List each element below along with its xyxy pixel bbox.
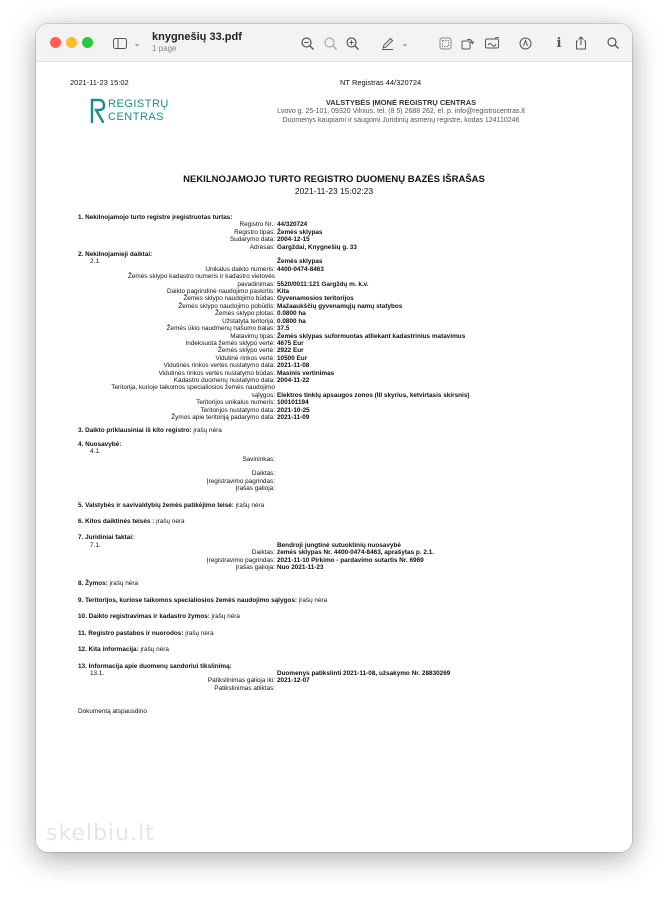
field-row (78, 384, 598, 391)
field-label: Užstatyta teritorija: (222, 317, 275, 325)
section-8-value: įrašų nėra (107, 580, 139, 588)
field-label: Žemės sklypo vertė: (217, 347, 275, 355)
field-value: Žemės sklypas suformuotas atliekant kadastrinius matavimus (277, 332, 466, 340)
document-timestamp: 2021-11-23 15:02:23 (294, 186, 374, 196)
document-title (152, 31, 242, 53)
field-label: Teritorija, kurioje taikomos specialiosios žemės naudojimo (111, 384, 275, 392)
section-6-value: įrašų nėra (154, 518, 185, 526)
section-10-heading: 10. Daikto registravimas ir kadastro žymos: (78, 613, 210, 621)
section-7-item-number: 7.1. (90, 541, 101, 549)
section-3-heading: 3. Daikto priklausiniai iš kito registro: (78, 427, 192, 435)
document-page-count: 1 page (152, 44, 177, 53)
field-row (78, 333, 598, 340)
field-value: Duomenys patikslinti 2021-11-08, užsakymo Nr. 28830269 (277, 669, 451, 677)
pdf-viewer-window (36, 24, 632, 852)
field-row (78, 377, 598, 384)
section-6 (78, 518, 598, 525)
field-label: Registro tipas: (234, 228, 275, 236)
section-12-heading: 12. Kita informacija: (78, 646, 139, 654)
field-label: Žemės sklypo plotas: (214, 310, 275, 318)
field-label: Įregistravimo pagrindas: (206, 477, 275, 485)
field-label: Patikslinimas galioja iki: (207, 677, 275, 685)
field-label (78, 463, 277, 470)
field-row (78, 347, 598, 354)
field-label: Teritorijos nustatymo data: (200, 406, 275, 414)
section-8 (78, 580, 598, 587)
field-row (78, 236, 598, 243)
section-11 (78, 630, 598, 637)
field-row (78, 273, 598, 280)
field-label (78, 258, 277, 265)
section-9 (78, 597, 598, 604)
logo-text-line1: REGISTRŲ (108, 98, 169, 110)
section-5-heading: 5. Valstybės ir savivaldybių žemės patikėjimo teisė: (78, 501, 234, 509)
field-row (78, 485, 598, 492)
field-row (78, 229, 598, 236)
field-value: Nuo 2021-11-23 (277, 564, 324, 572)
pdf-page (36, 62, 632, 852)
field-value: 10500 Eur (277, 354, 308, 362)
section-2-heading: 2. Nekilnojamieji daiktai: (78, 251, 153, 259)
field-value: 0.0800 ha (277, 310, 306, 318)
registru-centras-logo (90, 98, 190, 128)
search-icon[interactable] (604, 33, 622, 53)
field-label: Žemės sklypo naudojimo būdas: (183, 295, 275, 303)
section-1-heading: 1. Nekilnojamojo turto registre įregistruotas turtas: (78, 214, 233, 221)
section-4-heading: 4. Nuosavybė: (78, 440, 122, 448)
section-13-rows (78, 670, 598, 692)
field-row (78, 677, 598, 684)
organization-note: Duomenys kaupiami ir saugomi Juridinių asmenų registre, kodas 124110246 (282, 117, 520, 124)
field-row (78, 281, 598, 288)
header-registry-number: NT Registras 44/320724 (340, 78, 422, 87)
section-12-value: įrašų nėra (138, 646, 169, 654)
header-date: 2021-11-23 15:02 (70, 78, 129, 87)
field-value: 2004-11-22 (277, 376, 310, 384)
field-row (78, 564, 598, 571)
field-label (78, 670, 277, 677)
field-row (78, 542, 598, 549)
info-icon[interactable]: i (556, 35, 562, 51)
field-label: Kadastro duomenų nustatymo data: (173, 376, 275, 384)
section-4-rows (78, 456, 598, 493)
field-label: Įrašas galioja: (235, 485, 275, 493)
section-6-heading: 6. Kitos daiktinės teisės : (78, 518, 155, 526)
organization-name: VALSTYBĖS ĮMONĖ REGISTRŲ CENTRAS (325, 98, 477, 107)
field-label: Įregistravimo pagrindas: (206, 556, 275, 564)
field-value: 2004-12-15 (277, 236, 310, 244)
field-row (78, 470, 598, 477)
section-3 (78, 427, 598, 434)
field-row (78, 325, 598, 332)
logo-text-line2: CENTRAS (108, 111, 165, 123)
field-row (78, 303, 598, 310)
section-9-value: įrašų nėra (297, 596, 328, 604)
section-11-value: įrašų nėra (183, 629, 214, 637)
chevron-down-icon[interactable]: ⌄ (133, 38, 141, 48)
field-value: 44/320724 (277, 221, 308, 229)
zoom-window-button[interactable] (82, 37, 93, 48)
section-4-item-number: 4.1. (90, 448, 101, 456)
field-value: Bendroji jungtinė sutuoktinių nuosavybė (277, 541, 401, 549)
zoom-to-fit-icon[interactable] (321, 33, 339, 53)
rotate-icon[interactable] (458, 33, 476, 53)
field-value: Kita (277, 288, 290, 296)
title-bar (36, 24, 632, 62)
field-row (78, 370, 598, 377)
field-row (78, 557, 598, 564)
field-row (78, 392, 598, 399)
annotate-circle-icon[interactable] (516, 33, 534, 53)
field-label: Įrašas galioja: (235, 564, 275, 572)
field-label: Žemės sklypo kadastro numeris ir kadastro vietovės (127, 273, 275, 281)
field-label: Matavimų tipas: (230, 332, 275, 340)
field-label: Savininkas: (242, 455, 275, 463)
section-10-value: įrašų nėra (209, 613, 240, 621)
field-row (78, 355, 598, 362)
field-label: Žemės sklypo naudojimo pobūdis: (178, 302, 275, 310)
field-row (78, 670, 598, 677)
field-value: Elektros tinklų apsaugos zonos (III skyrius, ketvirtasis skirsnis) (277, 391, 470, 399)
field-row (78, 362, 598, 369)
field-label: Daikto pagrindinė naudojimo paskirtis: (167, 288, 275, 296)
field-label: Indeksuota žemės sklypo vertė: (185, 339, 275, 347)
crop-icon[interactable] (436, 33, 454, 53)
field-value: Mažaaukščių gyvenamųjų namų statybos (277, 302, 403, 310)
field-label: Unikalus daikto numeris: (205, 265, 275, 273)
field-label: Vidutinės rinkos vertės nustatymo data: (163, 362, 275, 370)
field-label: pavadinimas: (237, 280, 275, 288)
field-label: Daiktas: (251, 470, 275, 478)
field-label: Adresas: (249, 243, 275, 251)
watermark: skelbiu.lt (46, 821, 155, 846)
field-label: Daiktas: (251, 549, 275, 557)
field-value: 4675 Eur (277, 339, 304, 347)
field-label: Registro Nr.: (239, 221, 275, 229)
field-row (78, 407, 598, 414)
field-row (78, 221, 598, 228)
section-7-rows (78, 542, 598, 572)
field-value: Žemės sklypas (277, 228, 323, 236)
field-row (78, 399, 598, 406)
organization-address: Lvovo g. 25-101, 09320 Vilnius, tel. (8 5) 2688 262, el. p. info@registrucentras.lt (277, 108, 525, 115)
field-label: Žymos apie teritoriją padarymo data: (171, 413, 275, 421)
section-5 (78, 502, 598, 509)
minimize-window-button[interactable] (66, 37, 77, 48)
field-row (78, 549, 598, 556)
field-value: Gyvenamosios teritorijos (277, 295, 354, 303)
sign-icon[interactable] (482, 33, 502, 53)
section-13-item-number: 13.1. (90, 669, 105, 677)
field-label: Sudarymo data: (229, 236, 275, 244)
field-row (78, 310, 598, 317)
section-2-rows (78, 258, 598, 421)
markup-chevron-down-icon[interactable]: ⌄ (401, 38, 409, 48)
section-7-heading: 7. Juridiniai faktai: (78, 534, 135, 542)
field-value: 2021-11-09 (277, 413, 310, 421)
field-value: 37.5 (277, 325, 290, 333)
field-label: Patikslinimas atliktas: (214, 684, 275, 692)
field-row (78, 463, 598, 470)
field-value: 2922 Eur (277, 347, 304, 355)
field-row (78, 340, 598, 347)
field-row (78, 478, 598, 485)
organization-info (236, 98, 566, 125)
section-2-item-number: 2.1. (90, 258, 101, 266)
zoom-in-icon[interactable] (343, 33, 361, 53)
printed-by-note: Dokumentą atspausdino (78, 708, 147, 716)
document-heading: NEKILNOJAMOJO TURTO REGISTRO DUOMENŲ BAZĖS IŠRAŠAS (183, 174, 485, 185)
section-8-heading: 8. Žymos: (78, 580, 108, 588)
sidebar-toggle-icon[interactable] (110, 33, 130, 53)
field-row (78, 414, 598, 421)
field-label (78, 542, 277, 549)
markup-pen-icon[interactable] (378, 33, 396, 53)
field-value: 2021-12-07 (277, 677, 310, 685)
field-value: 100101194 (277, 399, 309, 407)
field-label: Vidutinė rinkos vertė: (215, 354, 275, 362)
field-value: 2021-10-25 (277, 406, 310, 414)
field-value: žemės sklypas Nr. 4400-0474-8463, aprašytas p. 2.1. (277, 549, 435, 557)
field-value: 2021-11-08 (277, 362, 310, 370)
field-value: Gargždai, Knygnešių g. 33 (277, 243, 357, 251)
section-12 (78, 646, 598, 653)
extract-content (78, 214, 598, 716)
document-filename: knygnešių 33.pdf (152, 31, 242, 43)
section-11-heading: 11. Registro pastabos ir nuorodos: (78, 629, 184, 637)
section-13-heading: 13. Informacija apie duomenų sandoriui tikslinimą: (78, 662, 232, 670)
field-row (78, 295, 598, 302)
close-window-button[interactable] (50, 37, 61, 48)
logo-mark-icon (90, 98, 106, 124)
field-value: 0.0800 ha (277, 317, 306, 325)
field-label: Žemės ūkio naudmenų našumo balas: (166, 325, 275, 333)
zoom-out-icon[interactable] (298, 33, 316, 53)
section-3-value: įrašų nėra (191, 427, 222, 435)
section-10 (78, 613, 598, 620)
field-row (78, 685, 598, 692)
section-1-rows (78, 221, 598, 251)
field-label: Vidutinės rinkos vertės nustatymo būdas: (158, 369, 275, 377)
field-value: 2021-11-10 Pirkimo - pardavimo sutartis Nr. 6969 (277, 556, 424, 564)
field-row (78, 456, 598, 463)
field-row (78, 288, 598, 295)
field-label: sąlygos: (251, 391, 275, 399)
field-value: Žemės sklypas (277, 258, 323, 266)
field-value: 4400-0474-8463 (277, 265, 324, 273)
section-9-heading: 9. Teritorijos, kuriose taikomos specialiosios žemės naudojimo sąlygos: (78, 596, 298, 604)
field-row (78, 244, 598, 251)
field-row (78, 258, 598, 265)
field-label: Teritorijos unikalus numeris: (196, 399, 275, 407)
section-5-value: įrašų nėra (233, 501, 265, 509)
share-icon[interactable] (572, 33, 590, 53)
field-row (78, 318, 598, 325)
field-value: Masinis vertinimas (277, 369, 335, 377)
field-value: 5520/0011:121 Gargždų m. k.v. (277, 280, 369, 288)
